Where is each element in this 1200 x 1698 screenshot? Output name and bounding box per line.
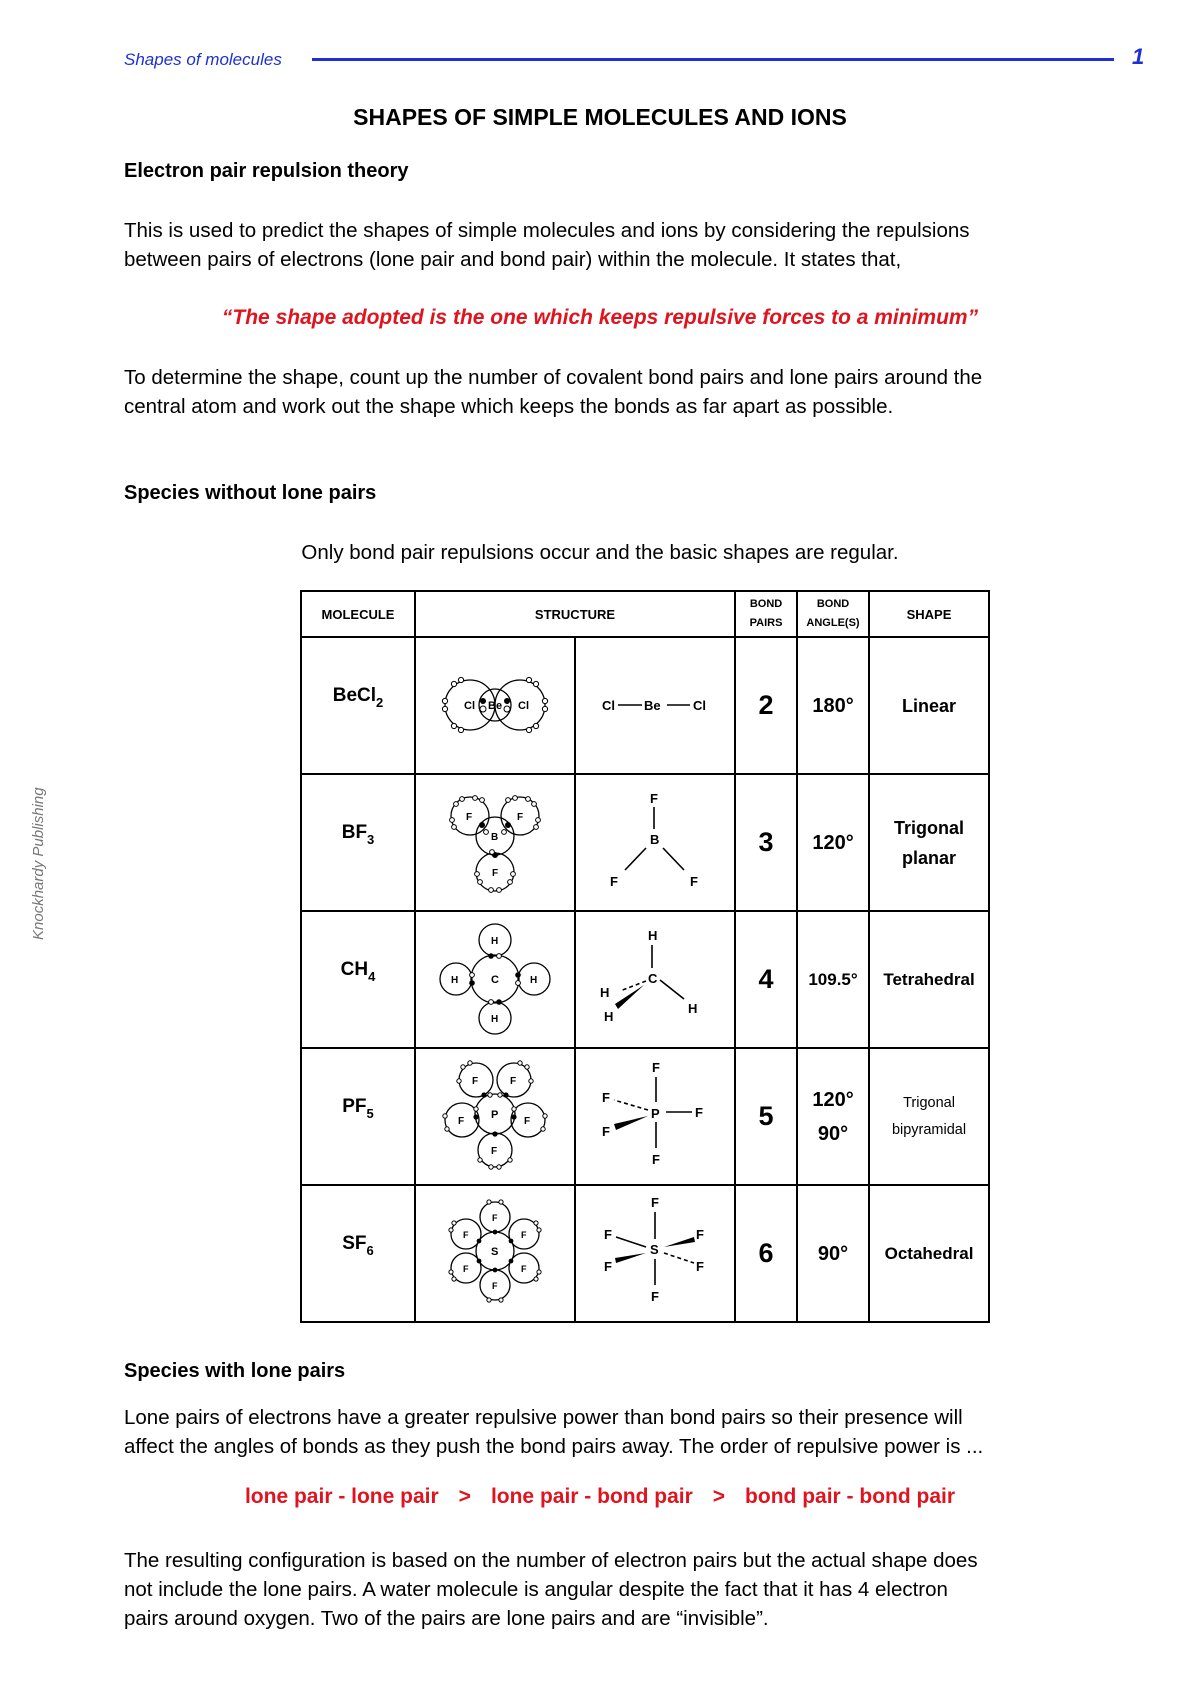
structure-diagram-sf6 xyxy=(575,1185,735,1322)
svg-text:H: H xyxy=(600,985,610,1000)
running-header-title: Shapes of molecules xyxy=(124,50,282,69)
molecule-cell: $BF_3$ xyxy=(301,774,415,911)
paragraph-water-example xyxy=(124,1546,1164,1633)
svg-text:F: F xyxy=(695,1105,703,1120)
paragraph-line: not include the lone pairs. A water molecule is angular despite the fact that it has 4 electron xyxy=(124,1578,948,1601)
order-item: lone pair - lone pair xyxy=(244,1485,439,1508)
svg-text:F: F xyxy=(604,1227,612,1242)
molecule-cell: $PF_5$ xyxy=(301,1048,415,1185)
svg-text:F: F xyxy=(602,1090,610,1105)
greater-than-symbol: > xyxy=(712,1485,726,1508)
paragraph-intro xyxy=(124,216,1164,274)
table-row xyxy=(301,1048,989,1185)
svg-text:B: B xyxy=(650,832,660,847)
heading-species-without-lone-pairs: Species without lone pairs xyxy=(124,482,377,504)
key-principle-quote: “The shape adopted is the one which keeps repulsive forces to a minimum” xyxy=(221,306,979,329)
molecule-cell: $SF_6$ xyxy=(301,1185,415,1322)
header-shape: SHAPE xyxy=(869,591,989,637)
bond-angle-cell: 180° xyxy=(797,637,869,774)
paragraph-line: pairs around oxygen. Two of the pairs are lone pairs and are “invisible”. xyxy=(124,1607,769,1630)
paragraph-line: This is used to predict the shapes of simple molecules and ions by considering the repulsions xyxy=(124,219,970,242)
svg-text:P: P xyxy=(491,1109,499,1121)
shape-cell: Octahedral xyxy=(869,1185,989,1322)
bond-pairs-cell: 3 xyxy=(735,774,797,911)
svg-text:H: H xyxy=(491,1014,499,1025)
table-header-row xyxy=(301,591,989,637)
svg-text:F: F xyxy=(492,1281,498,1291)
svg-text:P: P xyxy=(651,1106,660,1121)
bond-pairs-cell: 4 xyxy=(735,911,797,1048)
dot-cross-diagram-becl2 xyxy=(415,637,575,774)
bond-pairs-cell: 2 xyxy=(735,637,797,774)
svg-text:Cl: Cl xyxy=(464,700,475,712)
bond-angle-cell: 109.5° xyxy=(797,911,869,1048)
shape-cell: Trigonal planar xyxy=(869,774,989,911)
paragraph-line: Lone pairs of electrons have a greater repulsive power than bond pairs so their presence will xyxy=(124,1406,963,1429)
structure-diagram-pf5 xyxy=(575,1048,735,1185)
svg-text:F: F xyxy=(652,1152,660,1167)
paragraph-determine-shape xyxy=(124,363,1164,421)
table-row xyxy=(301,911,989,1048)
svg-text:F: F xyxy=(491,1146,498,1157)
order-item: bond pair - bond pair xyxy=(745,1485,956,1508)
paragraph-bond-pair-only: Only bond pair repulsions occur and the basic shapes are regular. xyxy=(301,541,899,564)
molecule-cell: $CH_4$ xyxy=(301,911,415,1048)
shapes-table xyxy=(300,590,990,1323)
svg-text:Be: Be xyxy=(644,698,661,713)
svg-text:F: F xyxy=(463,1230,469,1240)
publisher-sidebar-text: Knockhardy Publishing xyxy=(30,787,47,940)
dot-cross-diagram-pf5 xyxy=(415,1048,575,1185)
structure-diagram-becl2 xyxy=(575,637,735,774)
svg-text:F: F xyxy=(492,1213,498,1223)
svg-text:F: F xyxy=(517,812,524,823)
dot-cross-diagram-ch4 xyxy=(415,911,575,1048)
structure-diagram-bf3 xyxy=(575,774,735,911)
svg-text:F: F xyxy=(521,1230,527,1240)
svg-text:Be: Be xyxy=(488,700,503,712)
paragraph-line: To determine the shape, count up the number of covalent bond pairs and lone pairs around the xyxy=(124,366,983,389)
table-row xyxy=(301,637,989,774)
paragraph-line: between pairs of electrons (lone pair and bond pair) within the molecule. It states that, xyxy=(124,248,902,271)
svg-text:Cl: Cl xyxy=(518,700,529,712)
bond-angle-cell: 90° xyxy=(797,1185,869,1322)
repulsion-order xyxy=(0,1485,1200,1509)
molecule-cell: BeCl$_2$ xyxy=(301,637,415,774)
svg-text:F: F xyxy=(602,1124,610,1139)
svg-text:C: C xyxy=(491,974,499,986)
header-molecule: MOLECULE xyxy=(301,591,415,637)
svg-text:H: H xyxy=(688,1001,698,1016)
svg-text:F: F xyxy=(651,1289,659,1304)
header-structure: STRUCTURE xyxy=(415,591,735,637)
header-bond-pairs: BOND PAIRS xyxy=(735,591,797,637)
shape-cell: Trigonal bipyramidal xyxy=(869,1048,989,1185)
svg-text:B: B xyxy=(491,832,499,843)
shape-cell: Linear xyxy=(869,637,989,774)
svg-text:F: F xyxy=(652,1060,660,1075)
dot-cross-diagram-bf3 xyxy=(415,774,575,911)
svg-text:F: F xyxy=(650,791,658,806)
svg-text:H: H xyxy=(648,928,658,943)
bond-pairs-cell: 5 xyxy=(735,1048,797,1185)
header-rule xyxy=(312,58,1114,61)
svg-text:F: F xyxy=(521,1264,527,1274)
svg-text:F: F xyxy=(466,812,473,823)
page-number: 1 xyxy=(1132,44,1145,69)
header-bond-angles: BOND ANGLE(S) xyxy=(797,591,869,637)
paragraph-lone-pair-repulsion xyxy=(124,1403,1164,1461)
dot-cross-diagram-sf6 xyxy=(415,1185,575,1322)
order-item: lone pair - bond pair xyxy=(490,1485,693,1508)
shape-cell: Tetrahedral xyxy=(869,911,989,1048)
svg-text:H: H xyxy=(604,1009,614,1024)
bond-angle-cell: 120° xyxy=(797,774,869,911)
svg-text:S: S xyxy=(491,1246,499,1258)
svg-text:F: F xyxy=(463,1264,469,1274)
svg-text:F: F xyxy=(604,1259,612,1274)
svg-text:Cl: Cl xyxy=(693,698,706,713)
paragraph-line: central atom and work out the shape which keeps the bonds as far apart as possible. xyxy=(124,395,894,418)
paragraph-line: affect the angles of bonds as they push the bond pairs away. The order of repulsive power is ... xyxy=(124,1435,984,1458)
svg-text:F: F xyxy=(492,868,499,879)
svg-text:F: F xyxy=(696,1259,704,1274)
svg-text:F: F xyxy=(690,874,698,889)
svg-text:H: H xyxy=(491,936,499,947)
svg-text:F: F xyxy=(510,1076,517,1087)
paragraph-line: The resulting configuration is based on the number of electron pairs but the actual shape does xyxy=(124,1549,978,1572)
svg-text:F: F xyxy=(651,1195,659,1210)
table-row xyxy=(301,774,989,911)
structure-diagram-ch4 xyxy=(575,911,735,1048)
bond-pairs-cell: 6 xyxy=(735,1185,797,1322)
svg-text:H: H xyxy=(530,975,538,986)
heading-electron-pair-repulsion: Electron pair repulsion theory xyxy=(124,160,409,182)
svg-text:F: F xyxy=(696,1227,704,1242)
svg-text:C: C xyxy=(648,971,658,986)
svg-text:F: F xyxy=(458,1116,465,1127)
svg-text:F: F xyxy=(472,1076,479,1087)
page-title: SHAPES OF SIMPLE MOLECULES AND IONS xyxy=(353,104,847,130)
greater-than-symbol: > xyxy=(458,1485,471,1508)
svg-text:H: H xyxy=(451,975,459,986)
heading-species-with-lone-pairs: Species with lone pairs xyxy=(124,1360,346,1382)
bond-angle-cell: 120° 90° xyxy=(797,1048,869,1185)
table-row xyxy=(301,1185,989,1322)
svg-text:S: S xyxy=(650,1242,659,1257)
svg-text:F: F xyxy=(524,1116,531,1127)
svg-text:Cl: Cl xyxy=(602,698,615,713)
svg-text:F: F xyxy=(610,874,618,889)
